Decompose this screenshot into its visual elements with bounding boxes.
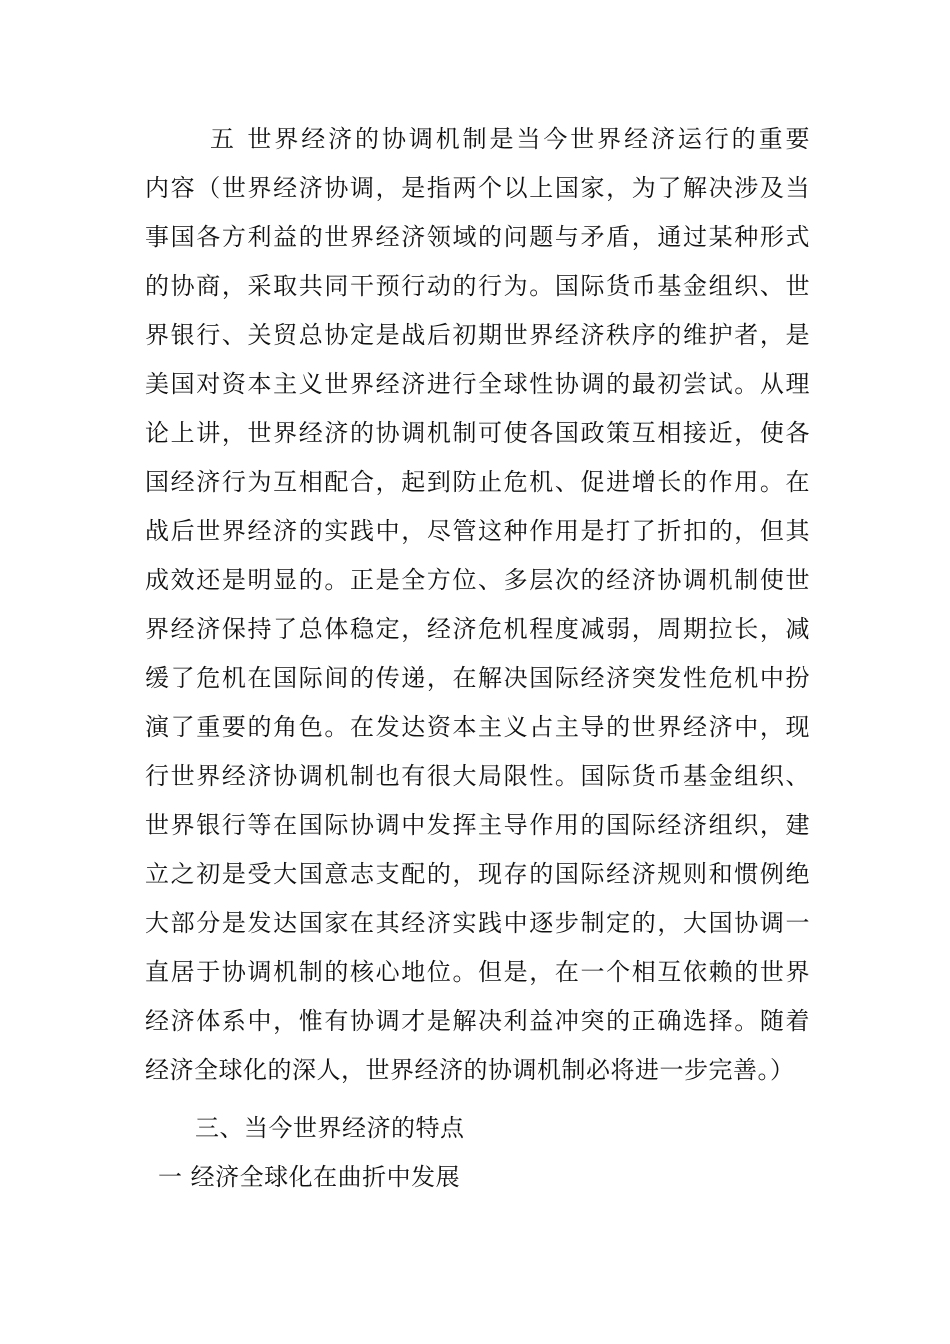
paragraph-line-20: 经济全球化的深人，世界经济的协调机制必将进一步完善。）: [145, 1056, 795, 1084]
paragraph-line-14: 行世界经济协调机制也有很大局限性。国际货币基金组织、: [145, 762, 810, 790]
paragraph-line-7: 论上讲，世界经济的协调机制可使各国政策互相接近，使各: [145, 419, 810, 447]
subsection-heading: 一 经济全球化在曲折中发展: [158, 1163, 461, 1191]
paragraph-line-17: 大部分是发达国家在其经济实践中逐步制定的，大国协调一: [145, 909, 810, 937]
section-heading: 三、当今世界经济的特点: [195, 1114, 465, 1142]
paragraph-line-11: 界经济保持了总体稳定，经济危机程度减弱，周期拉长，减: [145, 615, 810, 643]
paragraph-line-5: 界银行、关贸总协定是战后初期世界经济秩序的维护者，是: [145, 321, 810, 349]
paragraph-line-1: 五 世界经济的协调机制是当今世界经济运行的重要: [210, 125, 810, 153]
paragraph-line-8: 国经济行为互相配合，起到防止危机、促进增长的作用。在: [145, 468, 810, 496]
paragraph-line-10: 成效还是明显的。正是全方位、多层次的经济协调机制使世: [145, 566, 810, 594]
paragraph-line-9: 战后世界经济的实践中，尽管这种作用是打了折扣的，但其: [145, 517, 810, 545]
paragraph-line-2: 内容（世界经济协调，是指两个以上国家，为了解决涉及当: [145, 174, 810, 202]
paragraph-line-6: 美国对资本主义世界经济进行全球性协调的最初尝试。从理: [145, 370, 810, 398]
paragraph-line-16: 立之初是受大国意志支配的，现存的国际经济规则和惯例绝: [145, 860, 810, 888]
paragraph-line-13: 演了重要的角色。在发达资本主义占主导的世界经济中，现: [145, 713, 810, 741]
paragraph-line-18: 直居于协调机制的核心地位。但是，在一个相互依赖的世界: [145, 958, 810, 986]
paragraph-line-3: 事国各方利益的世界经济领域的问题与矛盾，通过某种形式: [145, 223, 810, 251]
paragraph-line-19: 经济体系中，惟有协调才是解决利益冲突的正确选择。随着: [145, 1007, 810, 1035]
paragraph-line-15: 世界银行等在国际协调中发挥主导作用的国际经济组织，建: [145, 811, 810, 839]
paragraph-line-4: 的协商，采取共同干预行动的行为。国际货币基金组织、世: [145, 272, 810, 300]
paragraph-line-12: 缓了危机在国际间的传递，在解决国际经济突发性危机中扮: [145, 664, 810, 692]
